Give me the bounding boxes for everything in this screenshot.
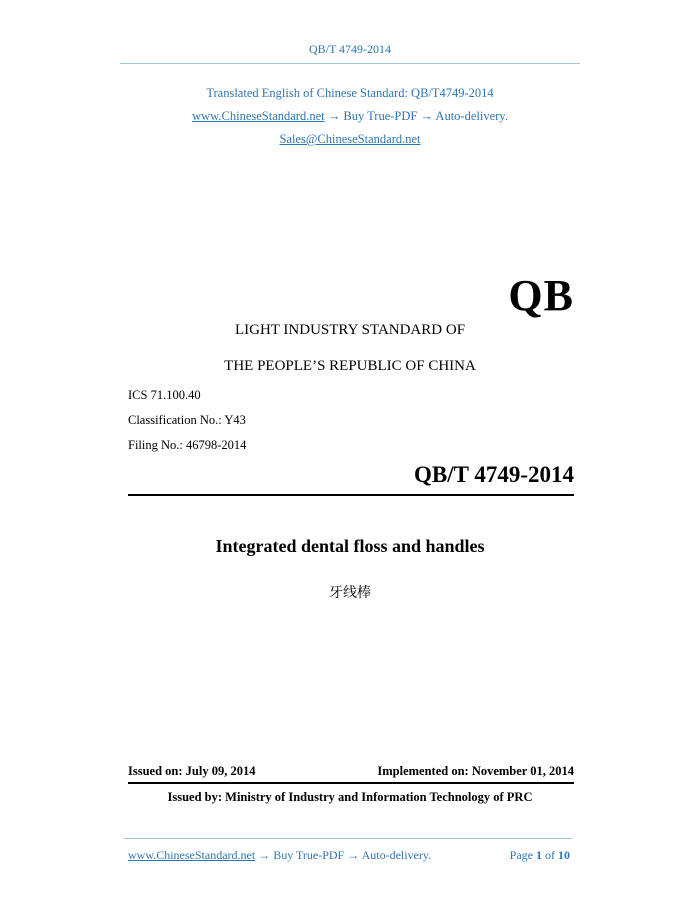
footer-site-link[interactable]: www.ChineseStandard.net	[128, 848, 256, 862]
issued-by: Issued by: Ministry of Industry and Information Technology of PRC	[167, 790, 533, 804]
buy-text: → Buy True-PDF → Auto-delivery.	[327, 109, 508, 123]
footer-promo	[128, 848, 431, 863]
promo-line	[0, 109, 700, 124]
issue-rule	[128, 782, 574, 784]
title-en: Integrated dental floss and handles	[215, 536, 485, 556]
filing-no: Filing No.: 46798-2014	[128, 438, 247, 452]
footer-rule	[124, 838, 572, 839]
site-link[interactable]: www.ChineseStandard.net	[192, 109, 325, 123]
title-cn: 牙线棒	[329, 585, 371, 601]
page-total: 10	[558, 848, 570, 862]
email-link[interactable]: Sales@ChineseStandard.net	[279, 132, 421, 146]
page-current: 1	[536, 848, 542, 862]
classification-no: Classification No.: Y43	[128, 413, 246, 427]
standard-number: QB/T 4749-2014	[414, 462, 574, 487]
header-rule	[120, 63, 580, 64]
standard-line-1: LIGHT INDUSTRY STANDARD OF	[234, 322, 466, 338]
standard-line-2: THE PEOPLE’S REPUBLIC OF CHINA	[224, 358, 476, 374]
translated-line: Translated English of Chinese Standard: QB/T4749-2014	[206, 86, 494, 100]
title-rule	[128, 494, 574, 496]
header-doc-code: QB/T 4749-2014	[308, 42, 392, 56]
of-word: of	[545, 848, 555, 862]
ics-code: ICS 71.100.40	[128, 388, 201, 402]
email-line	[0, 132, 700, 147]
issued-on: Issued on: July 09, 2014	[128, 764, 256, 778]
implemented-on: Implemented on: November 01, 2014	[377, 764, 574, 778]
footer-buy-text: → Buy True-PDF → Auto-delivery.	[258, 848, 432, 862]
page-indicator	[510, 848, 570, 863]
page-word: Page	[509, 848, 533, 862]
qb-logo: QB	[508, 271, 574, 320]
